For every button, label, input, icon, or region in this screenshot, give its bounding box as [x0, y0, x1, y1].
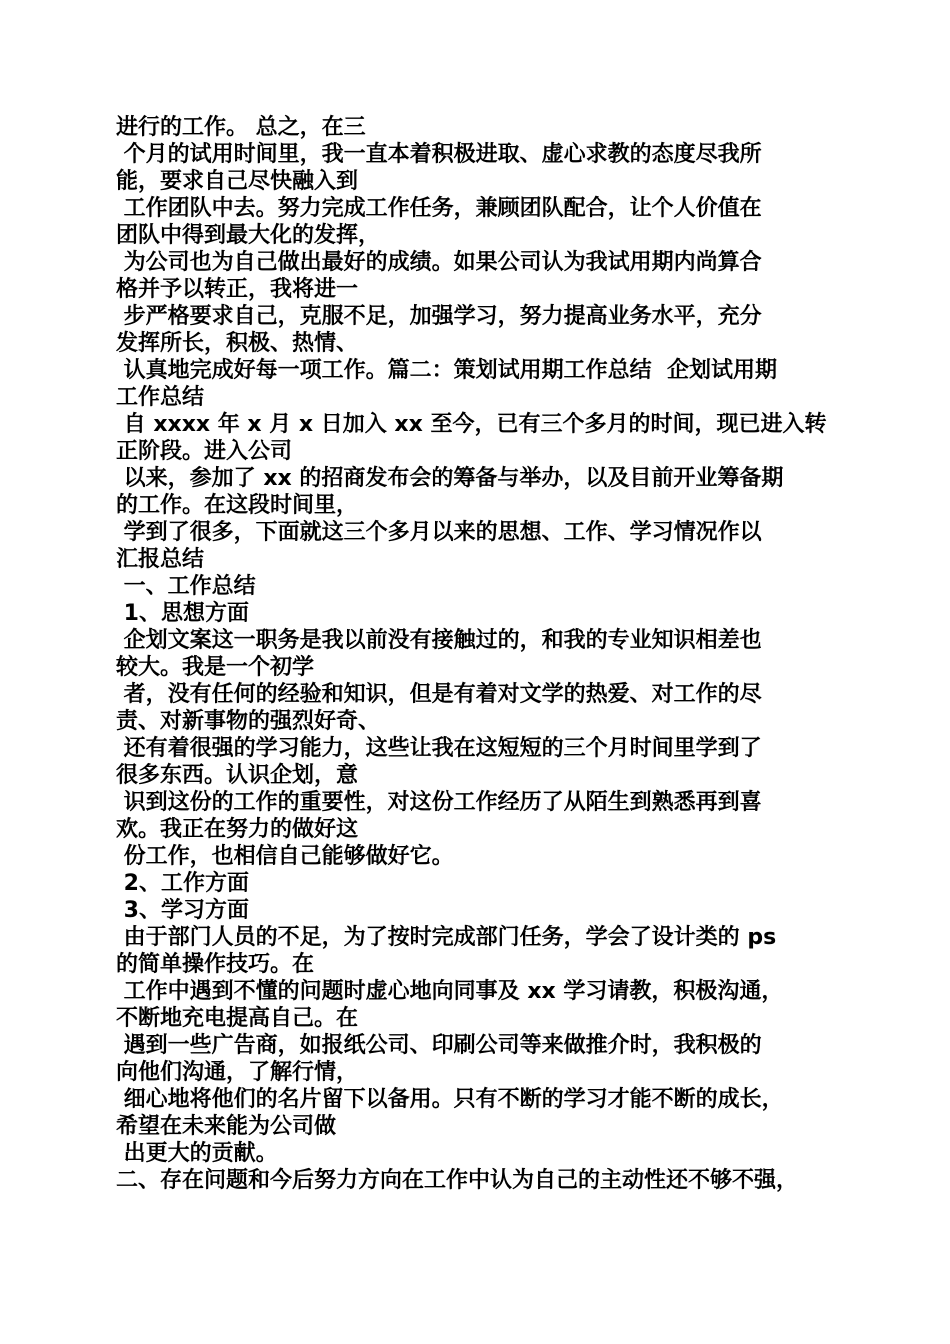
text-line: 出更大的贡献。: [116, 1141, 278, 1166]
text-line: 细心地将他们的名片留下以备用。只有不断的学习才能不断的成长，: [116, 1087, 784, 1112]
text-line: 希望在未来能为公司做: [116, 1114, 337, 1139]
section-heading: 二、存在问题和今后努力方向在工作中认为自己的主动性还不够不强，: [116, 1168, 799, 1193]
subsection-heading: 2、工作方面: [116, 871, 249, 896]
text-line: 遇到一些广告商，如报纸公司、印刷公司等来做推介时，我积极的: [116, 1033, 762, 1058]
text-line: 不断地充电提高自己。在: [116, 1006, 359, 1031]
text-line: 很多东西。认识企划，意: [116, 763, 359, 788]
text-line: 的工作。在这段时间里，: [116, 493, 359, 518]
text-line: 为公司也为自己做出最好的成绩。如果公司认为我试用期内尚算合: [116, 250, 762, 275]
text-line: 格并予以转正，我将进一: [116, 277, 359, 302]
text-line: 认真地完成好每一项工作。篇二：策划试用期工作总结 企划试用期: [116, 358, 777, 383]
text-line: 的简单操作技巧。在: [116, 952, 315, 977]
document-body: [116, 114, 846, 1194]
text-line: 企划文案这一职务是我以前没有接触过的，和我的专业知识相差也: [116, 628, 762, 653]
text-line: 步严格要求自己，克服不足，加强学习，努力提高业务水平，充分: [116, 304, 762, 329]
subsection-heading: 3、学习方面: [116, 898, 249, 923]
text-line: 还有着很强的学习能力，这些让我在这短短的三个月时间里学到了: [116, 736, 762, 761]
text-line: 团队中得到最大化的发挥，: [116, 223, 381, 248]
text-line: 较大。我是一个初学: [116, 655, 315, 680]
text-line: 自 xxxx 年 x 月 x 日加入 xx 至今，已有三个多月的时间，现已进入转: [116, 412, 827, 437]
text-line: 汇报总结: [116, 547, 205, 572]
text-line: 工作中遇到不懂的问题时虚心地向同事及 xx 学习请教，积极沟通，: [116, 979, 784, 1004]
text-line: 学到了很多，下面就这三个多月以来的思想、工作、学习情况作以: [116, 520, 762, 545]
text-line: 识到这份的工作的重要性，对这份工作经历了从陌生到熟悉再到喜: [116, 790, 762, 815]
text-line: 份工作，也相信自己能够做好它。: [116, 844, 454, 869]
text-line: 进行的工作。 总之，在三: [116, 115, 366, 140]
text-line: 工作团队中去。努力完成工作任务，兼顾团队配合，让个人价值在: [116, 196, 762, 221]
text-line: 工作总结: [116, 385, 205, 410]
text-line: 向他们沟通，了解行情，: [116, 1060, 359, 1085]
text-line: 发挥所长，积极、热情、: [116, 331, 359, 356]
text-line: 由于部门人员的不足，为了按时完成部门任务，学会了设计类的 ps: [116, 925, 777, 950]
text-line: 以来，参加了 xx 的招商发布会的筹备与举办，以及目前开业筹备期: [116, 466, 784, 491]
text-line: 个月的试用时间里，我一直本着积极进取、虚心求教的态度尽我所: [116, 142, 762, 167]
text-line: 者，没有任何的经验和知识，但是有着对文学的热爱、对工作的尽: [116, 682, 762, 707]
text-line: 欢。我正在努力的做好这: [116, 817, 359, 842]
text-line: 责、对新事物的强烈好奇、: [116, 709, 381, 734]
text-line: 正阶段。进入公司: [116, 439, 293, 464]
subsection-heading: 1、思想方面: [116, 601, 249, 626]
text-line: 能，要求自己尽快融入到: [116, 169, 359, 194]
section-heading: 一、工作总结: [116, 574, 256, 599]
